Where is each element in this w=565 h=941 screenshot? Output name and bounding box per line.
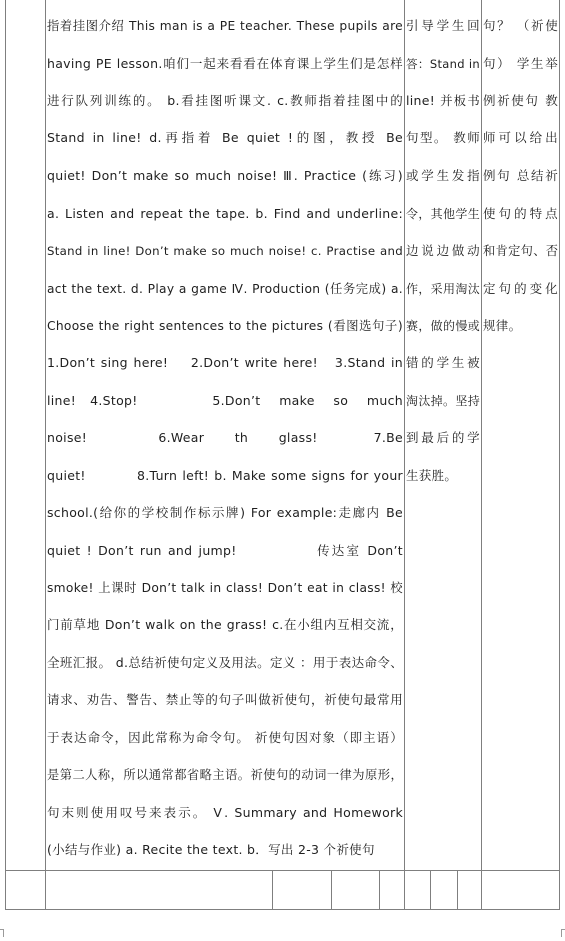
text-line: noise! 6.Wear th glass! 7.Be [47, 430, 403, 445]
text-line: 错的学生被 [406, 355, 480, 370]
design-intent-column [483, 0, 558, 870]
column-divider-2 [404, 0, 405, 910]
text-line: 请求、劝告、警告、禁止等的句子叫做祈使句，祈使句最常用 [47, 692, 403, 707]
text-line: 例句 总结祈 [483, 168, 558, 183]
bottom-row-divider-d [430, 870, 431, 910]
text-line: 1.Don’t sing here! 2.Don’t write here! 3.Stand in [47, 355, 403, 370]
text-line: having PE lesson.咱们一起来看看在体育课上学生们是怎样 [47, 56, 403, 71]
text-line: 指着挂图介绍 This man is a PE teacher. These pupils are [47, 19, 403, 33]
text-line: 赛，做的慢或 [406, 319, 480, 333]
student-activity-column [406, 0, 480, 870]
text-line: act the text. d. Play a game Ⅳ. Production (任务完成) a. [47, 282, 403, 296]
page-corner-mark-right-v [561, 929, 562, 937]
text-line: 句末则使用叹号来表示。 Ⅴ. Summary and Homework [47, 805, 403, 820]
text-line: Stand in line! Don’t make so much noise! c. Practise and [47, 244, 403, 258]
text-line: 令，其他学生 [406, 207, 480, 221]
table-right-border [559, 0, 560, 910]
row-divider [5, 870, 560, 871]
bottom-row-divider-c [379, 870, 380, 910]
text-line: 进行队列训练的。 b.看挂图听课文. c.教师指着挂图中的 [47, 93, 403, 108]
text-line: 作，采用淘汰 [406, 282, 480, 296]
text-line: (小结与作业) a. Recite the text. b．写出 2-3 个祈使句 [47, 842, 375, 857]
text-line: 使句的特点 [483, 206, 558, 221]
table-left-border [5, 0, 6, 910]
text-line: 是第二人称，所以通常都省略主语。祈使句的动词一律为原形， [47, 768, 403, 782]
text-line: quiet! Don’t make so much noise! Ⅲ. Practice (练习) [47, 168, 403, 183]
text-line: a. Listen and repeat the tape. b. Find and underline: [47, 206, 403, 221]
text-line: line! 4.Stop! 5.Don’t make so much [47, 393, 403, 408]
text-line: 答：Stand in [406, 57, 480, 71]
text-line: 句型。 教师 [406, 130, 480, 145]
bottom-row-divider-a [272, 870, 273, 910]
column-divider-3 [481, 0, 482, 910]
text-line: smoke! 上课时 Don’t talk in class! Don’t eat in class! 校 [47, 581, 403, 595]
text-line: 全班汇报。 d.总结祈使句定义及用法。定义 ：用于表达命令、 [47, 655, 403, 670]
text-line: Choose the right sentences to the pictures (看图选句子) [47, 319, 403, 333]
text-line: 例祈使句 教 [483, 93, 558, 108]
text-line: 和肯定句、否 [483, 244, 559, 258]
text-line: 引导学生回 [406, 18, 480, 33]
text-line: 门前草地 Don’t walk on the grass! c.在小组内互相交流， [47, 617, 403, 632]
column-divider-1 [45, 0, 46, 910]
text-line: 生获胜。 [406, 468, 458, 483]
bottom-row-divider-b [331, 870, 332, 910]
text-line: Stand in line! d.再指着 Be quiet !的图，教授 Be [47, 130, 403, 145]
text-line: quiet ! Don’t run and jump! 传达室 Don’t [47, 543, 403, 558]
teaching-process-column [47, 0, 403, 870]
bottom-row-divider-e [457, 870, 458, 910]
text-line: 师可以给出 [483, 130, 558, 145]
text-line: school.(给你的学校制作标示牌) For example:走廊内 Be [47, 505, 403, 520]
text-line: 或学生发指 [406, 168, 480, 183]
text-line: quiet! 8.Turn left! b. Make some signs for your [47, 468, 403, 483]
page-corner-mark-left-v [3, 929, 4, 937]
text-line: 定句的变化 [483, 281, 558, 296]
text-line: 句） 学生举 [483, 56, 558, 71]
text-line: 到最后的学 [406, 430, 480, 445]
table-bottom-border [5, 909, 560, 910]
text-line: 边说边做动 [406, 243, 480, 258]
text-line: 于表达命令，因此常称为命令句。 祈使句因对象（即主语） [47, 730, 403, 745]
text-line: 句？ （祈使 [483, 18, 558, 33]
text-line: line! 并板书 [406, 93, 480, 108]
text-line: 规律。 [483, 318, 522, 333]
text-line: 淘汰掉。坚持 [406, 394, 480, 408]
